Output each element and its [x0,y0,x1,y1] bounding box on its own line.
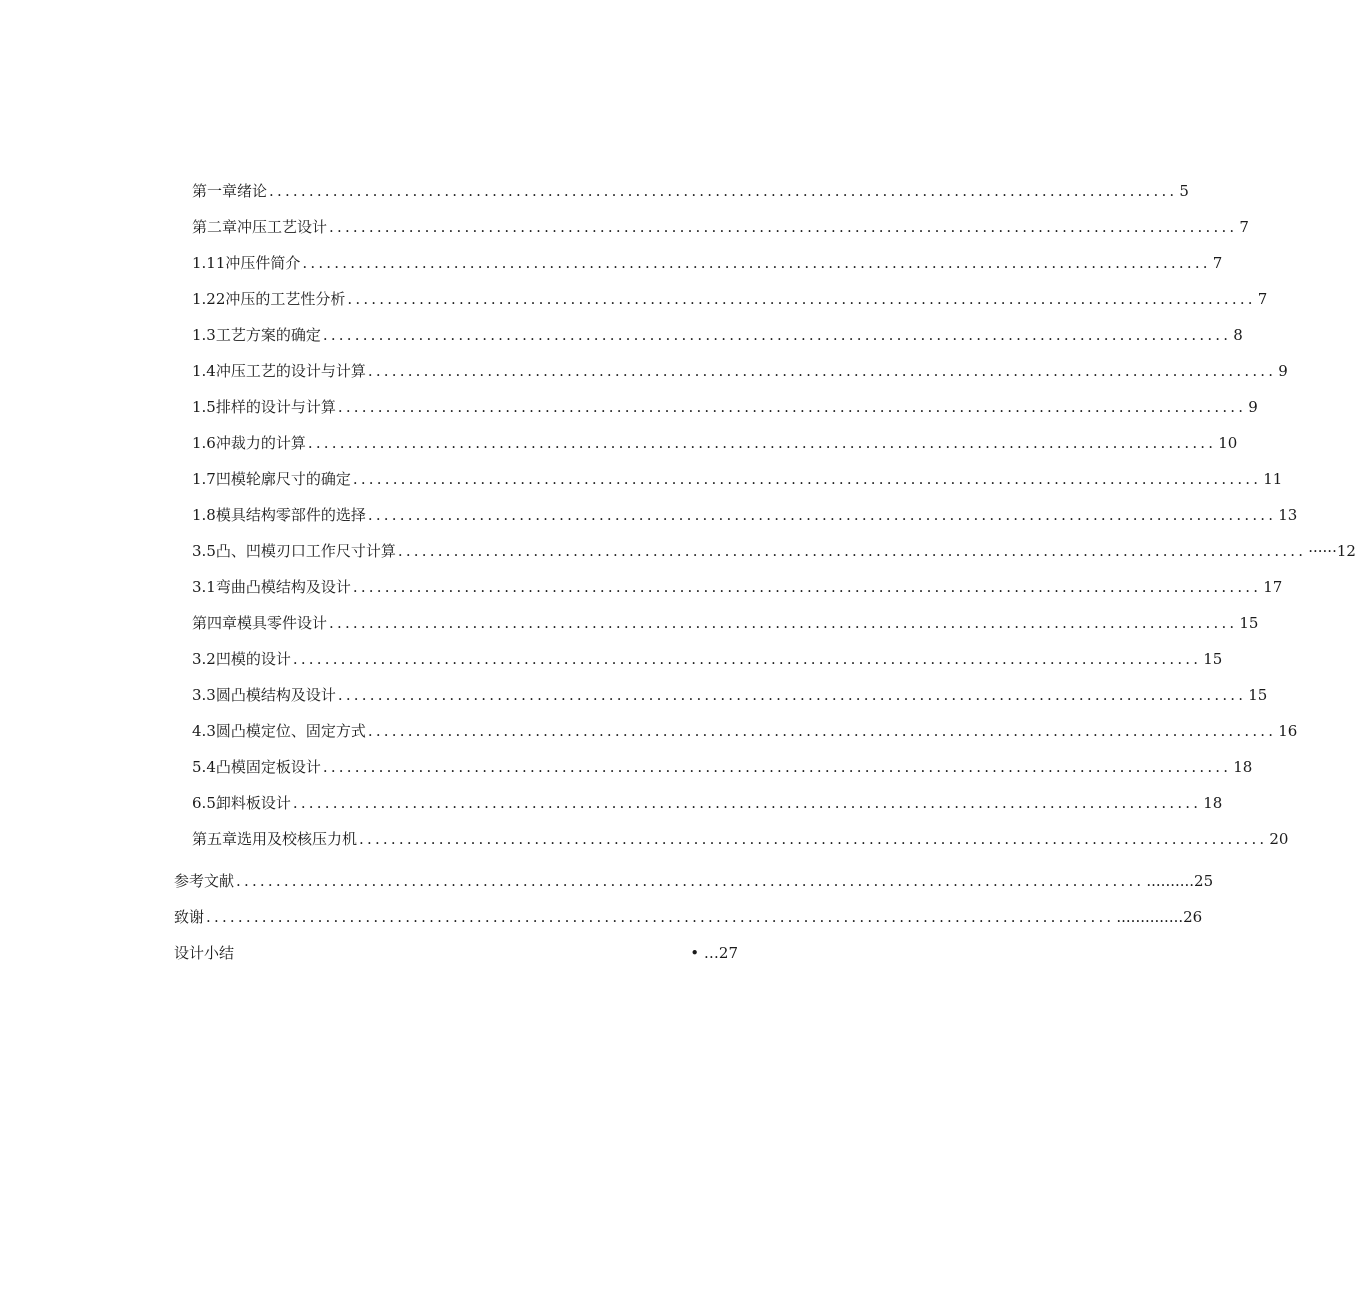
toc-entry-title: .5凸、凹模刃口工作尺寸计算 [201,542,396,560]
dot-leader: .................................................................................................................. [329,218,1238,236]
toc-entry-page: 18 [1203,794,1223,812]
toc-entry-number: 1.5 [192,398,216,416]
dot-leader: .................................................................................................................. [347,290,1256,308]
toc-entry-title: 工艺方案的确定 [215,326,321,344]
dot-leader: .................................................................................................................. [206,908,1115,926]
toc-entry [192,541,1356,561]
toc-entry [192,829,1289,849]
toc-entry-title: 参考文献 [174,872,235,890]
toc-entry-number: 3 [192,542,202,560]
toc-entry-title: .3圆凸模定位、固定方式 [201,722,366,740]
dot-leader: .................................................................................................................. [322,758,1232,776]
toc-entry-number: 3.3 [192,686,216,704]
toc-entry-number: 1.4 [192,362,216,380]
toc-entry-title: 1冲压件简介 [215,254,301,272]
toc-entry-page: ······12 [1308,542,1356,560]
toc-entry-title: 冲压工艺的设计与计算 [215,362,366,380]
dot-leader: .................................................................................................................. [292,794,1202,812]
toc-entry [192,361,1288,381]
toc-entry-page: ..............26 [1116,908,1203,926]
dot-leader: .................................................................................................................. [302,254,1211,272]
toc-entry-page: 7 [1212,254,1223,272]
toc-entry-number: 1.7 [192,470,216,488]
toc-entry [174,871,1214,891]
toc-entry-page: 15 [1203,650,1223,668]
toc-entry-number: 6 [192,794,202,812]
toc-entry-number: 1.2 [192,290,216,308]
dot-leader: .................................................................................................................. [359,830,1268,848]
toc-entry-title: 第一章绪论 [192,182,268,200]
toc-entry-page: 20 [1269,830,1289,848]
toc-entry [192,757,1253,777]
toc-entry-page: 8 [1233,326,1243,344]
toc-entry [192,289,1268,309]
toc-entry-title: 致谢 [174,908,205,926]
toc-entry-title: 第二章冲压工艺设计 [192,218,328,236]
toc-entry-page: 17 [1263,578,1283,596]
toc-entry [192,505,1298,525]
toc-entry [192,253,1223,273]
dot-leader: .................................................................................................................. [292,650,1202,668]
toc-entry-page: 18 [1233,758,1253,776]
toc-entry-page: 15 [1248,686,1268,704]
toc-entry-title: 凹模的设计 [215,650,291,668]
toc-entry-title: .4凸模固定板设计 [201,758,321,776]
toc-entry-page: 11 [1263,470,1283,488]
toc-entry-page: 15 [1239,614,1259,632]
toc-entry-number: 1.3 [192,326,216,344]
dot-leader: .................................................................................................................. [307,434,1217,452]
toc-entry-page: 9 [1278,362,1288,380]
toc-entry-page: 7 [1257,290,1268,308]
toc-entry-title: 冲裁力的计算 [215,434,306,452]
dot-leader: .................................................................................................................. [352,578,1262,596]
toc-entry [192,217,1249,237]
dot-leader: .................................................................................................................. [367,362,1277,380]
toc-entry [192,649,1223,669]
toc-entry [174,943,738,963]
toc-entry-page: 16 [1278,722,1298,740]
toc-entry-number: 1.8 [192,506,216,524]
toc-entry-number: 5 [192,758,202,776]
toc-entry-title: 第五章选用及校核压力机 [192,830,358,848]
toc-entry [192,685,1268,705]
toc-entry-title: 模具结构零部件的选择 [215,506,366,524]
toc-entry-title: 排样的设计与计算 [215,398,336,416]
toc-entry-number: 4 [192,722,202,740]
toc-entry [192,577,1283,597]
dot-leader: .................................................................................................................. [397,542,1307,560]
toc-entry-number: 1.6 [192,434,216,452]
toc-entry-page: 7 [1239,218,1249,236]
toc-entry-page: 9 [1248,398,1258,416]
toc-entry-page: ..........25 [1146,872,1214,890]
toc-entry-page: 13 [1278,506,1298,524]
toc-entry-number: 3.1 [192,578,216,596]
toc-entry [192,613,1259,633]
dot-leader: .................................................................................................................. [329,614,1238,632]
toc-entry-title: 第四章模具零件设计 [192,614,328,632]
toc-entry-title: 凹模轮廓尺寸的确定 [215,470,351,488]
toc-entry-page: 10 [1218,434,1238,452]
toc-entry [174,907,1203,927]
toc-entry [192,793,1223,813]
toc-entry-number: 3.2 [192,650,216,668]
toc-entry [192,397,1258,417]
dot-leader: .................................................................................................................. [322,326,1232,344]
toc-entry-title: .5卸料板设计 [201,794,291,812]
dot-leader: .................................................................................................................. [337,398,1247,416]
toc-entry-page: • …27 [690,944,738,962]
toc-entry [192,469,1283,489]
dot-leader: .................................................................................................................. [236,872,1145,890]
dot-leader: .................................................................................................................. [337,686,1247,704]
toc-entry-title: 2冲压的工艺性分析 [215,290,346,308]
dot-leader: .................................................................................................................. [367,506,1277,524]
dot-leader: .................................................................................................................. [352,470,1262,488]
toc-entry-number: 1.1 [192,254,216,272]
toc-entry-page: 5 [1179,182,1189,200]
dot-leader: .................................................................................................................. [367,722,1277,740]
toc-entry-title: 弯曲凸模结构及设计 [215,578,351,596]
toc-entry-title: 设计小结 [174,944,235,962]
toc-entry [192,181,1189,201]
toc-entry [192,433,1238,453]
toc-entry [192,325,1243,345]
toc-entry [192,721,1298,741]
dot-leader: .................................................................................................................. [269,182,1178,200]
toc-entry-title: 圆凸模结构及设计 [215,686,336,704]
